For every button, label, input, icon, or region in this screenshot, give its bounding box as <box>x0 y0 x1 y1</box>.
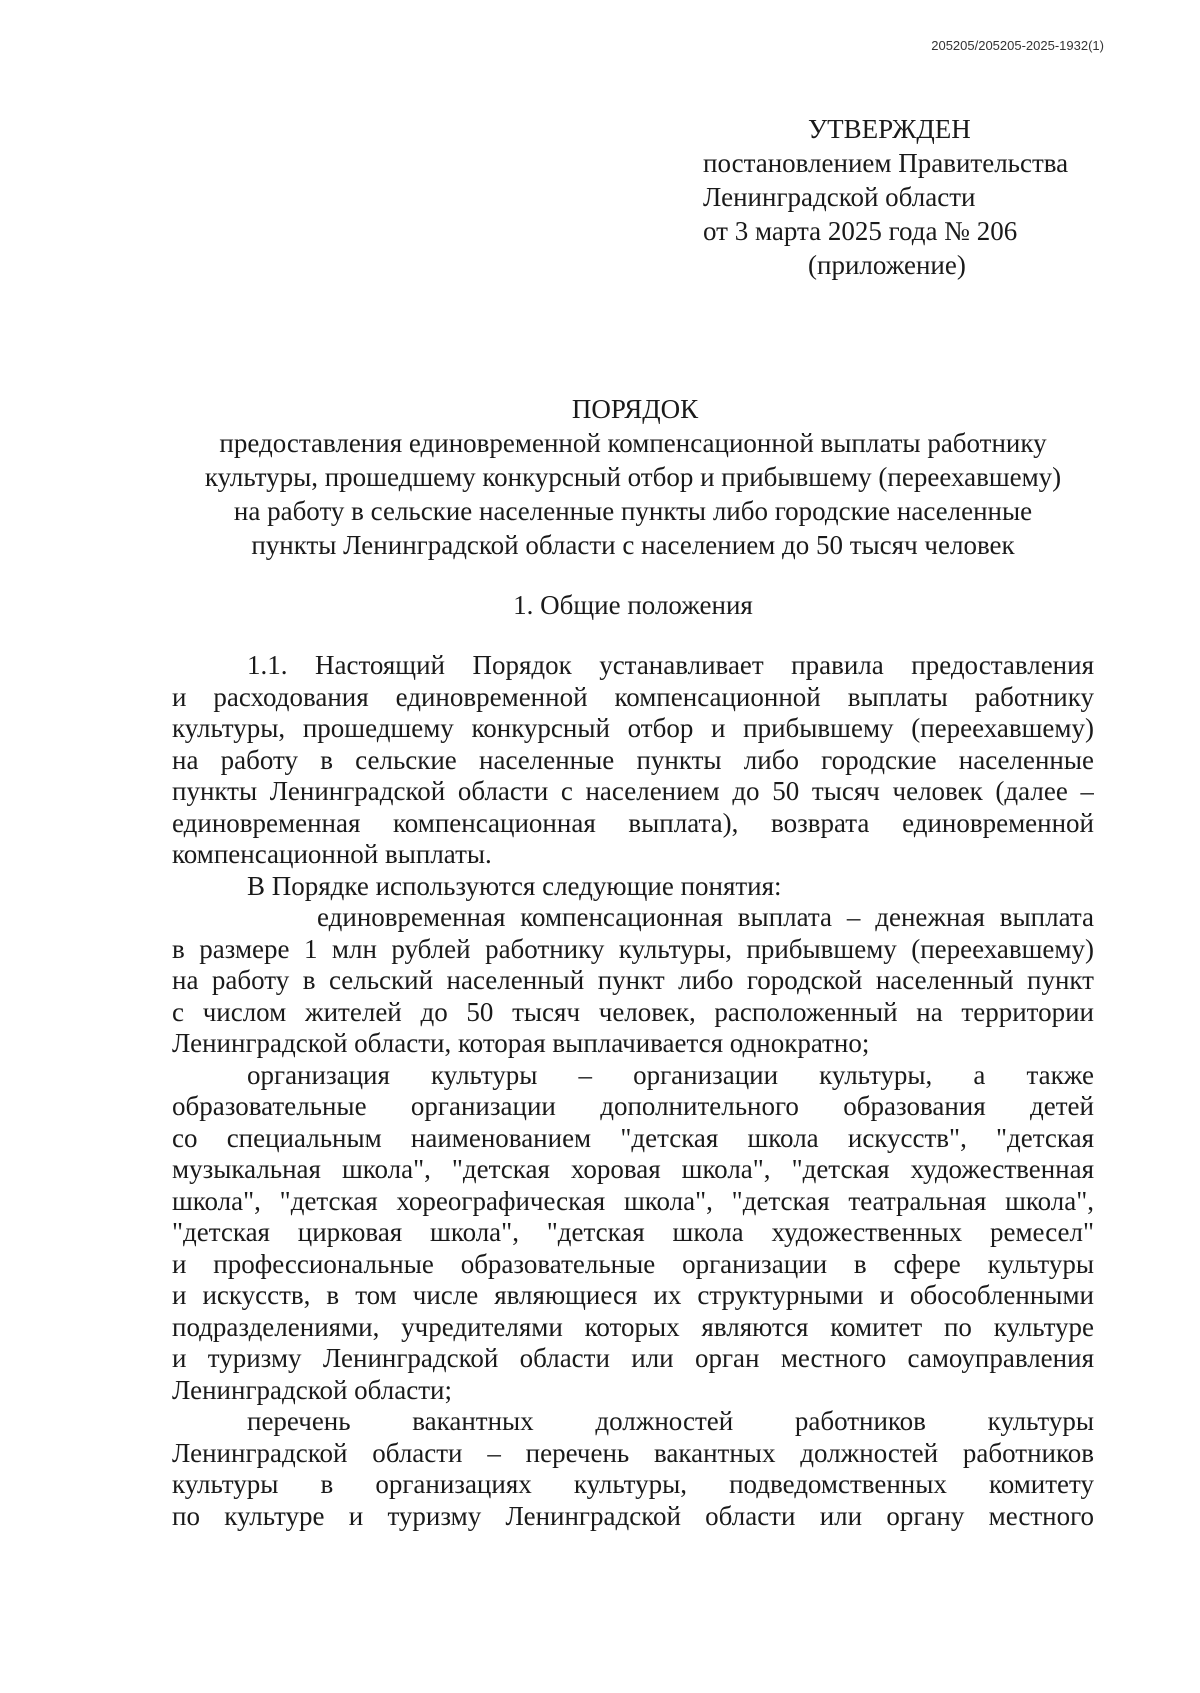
paragraph-line: и расходования единовременной компенсационной выплаты работнику <box>172 681 1094 712</box>
paragraph-line: образовательные организации дополнительного образования детей <box>172 1091 1094 1121</box>
document-body <box>172 650 1094 1532</box>
subtitle-line: культуры, прошедшему конкурсный отбор и прибывшему (переехавшему) <box>204 462 1062 492</box>
document-subtitle <box>172 426 1094 562</box>
paragraph <box>172 871 1094 903</box>
paragraph-line: организация культуры – организации культуры, а также <box>247 1059 1094 1090</box>
approval-note: (приложение) <box>808 250 966 280</box>
paragraph-line: "детская цирковая школа", "детская школа художественных ремесел" <box>172 1217 1094 1247</box>
paragraph-line: и профессиональные образовательные организации в сфере культуры <box>172 1248 1094 1279</box>
paragraph-line: Ленинградской области; <box>172 1374 452 1405</box>
section-heading: 1. Общие положения <box>513 590 753 620</box>
approval-line-2: Ленинградской области <box>703 182 976 212</box>
paragraph-line: Ленинградской области – перечень вакантных должностей работников <box>172 1437 1094 1468</box>
subtitle-line: на работу в сельские населенные пункты либо городские населенные <box>233 496 1033 526</box>
paragraph-line: со специальным наименованием "детская школа искусств", "детская <box>172 1122 1094 1153</box>
paragraph-line: перечень вакантных должностей работников культуры <box>247 1406 1094 1436</box>
paragraph-line: и искусств, в том числе являющиеся их структурными и обособленными <box>172 1280 1094 1310</box>
paragraph-line: с числом жителей до 50 тысяч человек, расположенный на территории <box>172 996 1094 1027</box>
paragraph-line: по культуре и туризму Ленинградской области или органу местного <box>172 1500 1094 1531</box>
paragraph-line: пункты Ленинградской области с населением до 50 тысяч человек (далее – <box>172 776 1094 806</box>
paragraph-line: культуры в организациях культуры, подведомственных комитету <box>172 1469 1094 1499</box>
approval-line-1: постановлением Правительства <box>703 148 1069 178</box>
paragraph-line: подразделениями, учредителями которых являются комитет по культуре <box>172 1311 1094 1342</box>
paragraph <box>172 650 1094 871</box>
paragraph-line: культуры, прошедшему конкурсный отбор и прибывшему (переехавшему) <box>172 713 1094 743</box>
approval-line-3: от 3 марта 2025 года № 206 <box>703 216 1018 246</box>
paragraph-line: школа", "детская хореографическая школа", "детская театральная школа", <box>172 1185 1094 1216</box>
paragraph-line: в размере 1 млн рублей работнику культуры, прибывшему (переехавшему) <box>172 933 1094 964</box>
paragraph-line: Ленинградской области, которая выплачивается однократно; <box>172 1028 870 1058</box>
paragraph <box>172 1060 1094 1407</box>
document-id: 205205/205205-2025-1932(1) <box>931 38 1104 53</box>
subtitle-line: предоставления единовременной компенсационной выплаты работнику <box>219 428 1047 458</box>
document-title: ПОРЯДОК <box>571 394 699 424</box>
paragraph <box>172 1406 1094 1532</box>
paragraph-line: на работу в сельские населенные пункты либо городские населенные <box>172 744 1094 775</box>
approval-title: УТВЕРЖДЕН <box>808 114 971 144</box>
paragraph <box>172 902 1094 1060</box>
paragraph-line: единовременная компенсационная выплата), возврата единовременной <box>172 807 1094 838</box>
paragraph-line: и туризму Ленинградской области или орган местного самоуправления <box>172 1343 1094 1373</box>
paragraph-line: музыкальная школа", "детская хоровая школа", "детская художественная <box>172 1154 1094 1184</box>
approval-stamp <box>703 112 1123 282</box>
paragraph-line: В Порядке используются следующие понятия: <box>247 870 782 901</box>
paragraph-line: единовременная компенсационная выплата – денежная выплата <box>317 902 1094 932</box>
paragraph-line: 1.1. Настоящий Порядок устанавливает правила предоставления <box>247 650 1094 680</box>
subtitle-line: пункты Ленинградской области с населением до 50 тысяч человек <box>251 530 1015 560</box>
paragraph-line: компенсационной выплаты. <box>172 839 492 869</box>
paragraph-line: на работу в сельский населенный пункт либо городской населенный пункт <box>172 965 1094 995</box>
